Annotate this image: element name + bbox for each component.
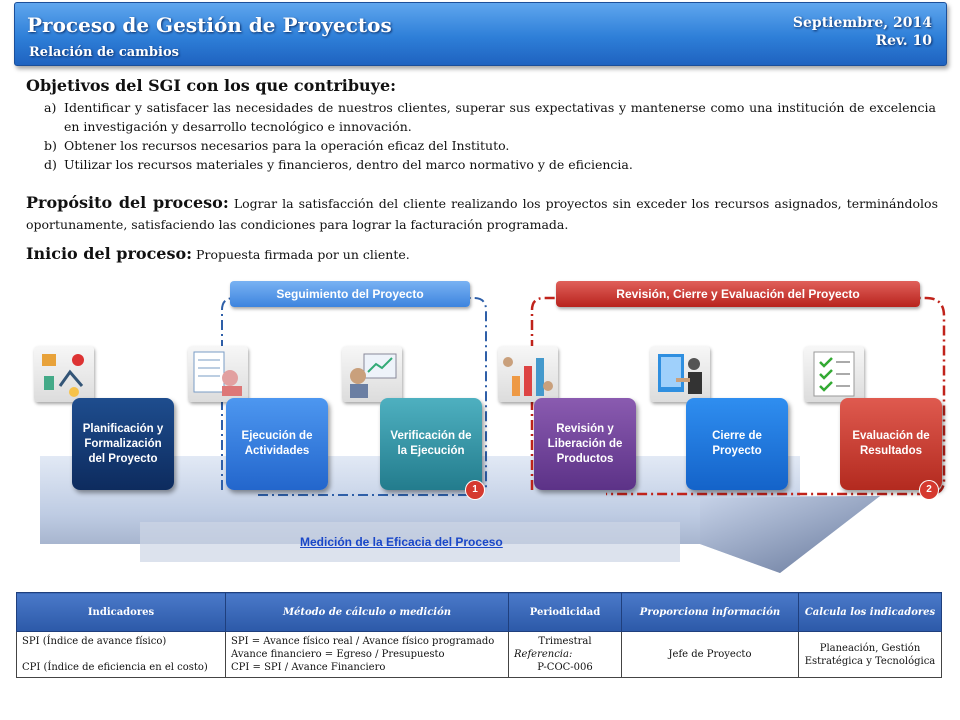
page-title: Proceso de Gestión de Proyectos <box>27 13 392 37</box>
cell-method <box>226 632 509 678</box>
purpose-paragraph <box>26 192 938 235</box>
badge-1: 1 <box>466 481 484 499</box>
objectives-title: Objetivos del SGI con los que contribuye: <box>26 76 397 95</box>
execution-icon <box>188 346 248 402</box>
objective-text: Identificar y satisfacer las necesidades de nuestros clientes, superar sus expectativas y mantenerse como una institución de excelencia en investigación y desarrollo tecnológico e innovación. <box>64 100 936 134</box>
cell-provider: Jefe de Proyecto <box>622 632 799 678</box>
objective-key: d) <box>44 157 57 172</box>
objective-text: Obtener los recursos necesarios para la operación eficaz del Instituto. <box>64 138 510 153</box>
reference-code: P-COC-006 <box>537 662 593 673</box>
header-periodicity: Periodicidad <box>509 593 622 632</box>
indicators-table <box>16 592 942 678</box>
step-planning[interactable]: Planificación y Formalización del Proyecto <box>72 398 174 490</box>
header-provides-info: Proporciona información <box>622 593 799 632</box>
handshake-icon <box>650 346 710 402</box>
step-execution[interactable]: Ejecución de Actividades <box>226 398 328 490</box>
objective-item <box>44 155 936 174</box>
start-text: Propuesta firmada por un cliente. <box>192 247 410 262</box>
page-subtitle: Relación de cambios <box>29 45 179 60</box>
header-method: Método de cálculo o medición <box>226 593 509 632</box>
objective-item <box>44 98 936 136</box>
header-date: Septiembre, 2014 <box>792 15 932 31</box>
cell-calculator: Planeación, Gestión Estratégica y Tecnológica <box>799 632 942 678</box>
indicator-spi: SPI (Índice de avance físico) <box>22 636 167 647</box>
objective-item <box>44 136 936 155</box>
start-paragraph <box>26 244 410 263</box>
measure-efficacy-link[interactable]: Medición de la Eficacia del Proceso <box>300 535 503 549</box>
header-calculates: Calcula los indicadores <box>799 593 942 632</box>
header-revision: Rev. 10 <box>875 33 932 49</box>
objective-key: a) <box>44 100 57 115</box>
step-verification[interactable]: Verificación de la Ejecución <box>380 398 482 490</box>
objective-text: Utilizar los recursos materiales y financieros, dentro del marco normativo y de eficiencia. <box>64 157 633 172</box>
table-header-row <box>17 593 942 632</box>
step-closure[interactable]: Cierre de Proyecto <box>686 398 788 490</box>
periodicity-value: Trimestral <box>538 636 592 647</box>
objectives-list <box>44 98 936 174</box>
review-icon <box>498 346 558 402</box>
table-row <box>17 632 942 678</box>
start-label: Inicio del proceso: <box>26 244 193 263</box>
review-phase-label: Revisión, Cierre y Evaluación del Proyecto <box>556 281 920 307</box>
cell-periodicity <box>509 632 622 678</box>
badge-2: 2 <box>920 481 938 499</box>
reference-label: Referencia: <box>514 649 573 660</box>
header-indicators: Indicadores <box>17 593 226 632</box>
step-evaluation[interactable]: Evaluación de Resultados <box>840 398 942 490</box>
method-cpi: CPI = SPI / Avance Financiero <box>231 662 386 673</box>
indicator-cpi: CPI (Índice de eficiencia en el costo) <box>22 662 208 673</box>
step-review[interactable]: Revisión y Liberación de Productos <box>534 398 636 490</box>
header-banner <box>14 2 947 66</box>
planning-icon <box>34 346 94 402</box>
tracking-phase-label: Seguimiento del Proyecto <box>230 281 470 307</box>
method-financial: Avance financiero = Egreso / Presupuesto <box>231 649 445 660</box>
verification-icon <box>342 346 402 402</box>
purpose-text: Lograr la satisfacción del cliente realizando los proyectos sin exceder los recursos asignados, terminándolos oportunamente, satisfaciendo las condiciones para lograr la facturación programada. <box>26 196 938 232</box>
purpose-label: Propósito del proceso: <box>26 193 229 212</box>
checklist-icon <box>804 346 864 402</box>
objective-key: b) <box>44 138 57 153</box>
method-spi: SPI = Avance físico real / Avance físico programado <box>231 636 495 647</box>
cell-indicators <box>17 632 226 678</box>
